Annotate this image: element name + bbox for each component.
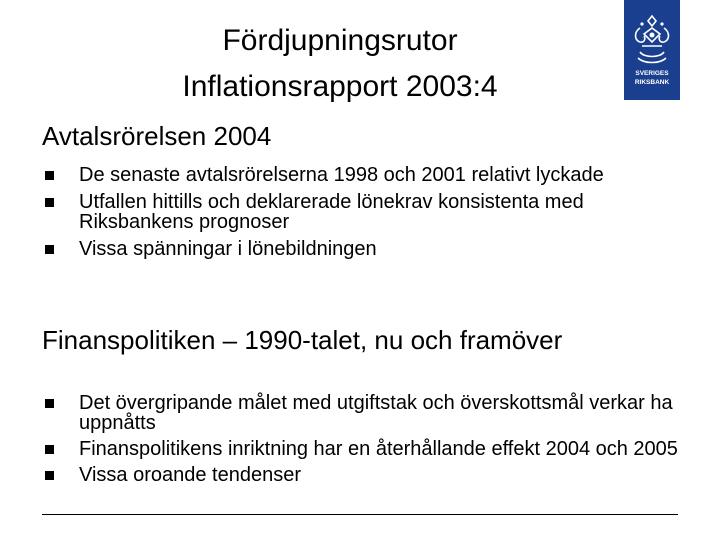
bullet-text: Vissa oroande tendenser — [79, 464, 302, 486]
slide-title-line1: Fördjupningsrutor — [222, 24, 458, 57]
square-bullet-icon — [45, 471, 54, 480]
bullet-text: Utfallen hittills och deklarerade lönekrav konsistenta med Riksbankens prognoser — [79, 191, 584, 233]
bullet-text: Det övergripande målet med utgiftstak och överskottsmål verkar ha uppnåtts — [79, 392, 673, 434]
section-heading-finanspolitiken — [42, 326, 662, 354]
list-item — [42, 465, 692, 485]
riksbank-crest-icon — [630, 12, 674, 68]
bottom-divider — [42, 514, 678, 515]
square-bullet-icon — [45, 245, 54, 254]
list-item — [42, 439, 692, 459]
section-heading-text: Finanspolitiken – 1990-talet, nu och framöver — [42, 325, 563, 355]
square-bullet-icon — [45, 399, 54, 408]
square-bullet-icon — [45, 445, 54, 454]
slide-title — [60, 18, 620, 110]
section-heading-avtalsrorelsen: Avtalsrörelsen 2004 — [42, 121, 272, 151]
bullet-text: Finanspolitikens inriktning har en återhållande effekt 2004 och 2005 — [79, 438, 678, 460]
bullet-list-finanspolitiken — [42, 393, 692, 492]
logo-text-riksbank: RIKSBANK — [634, 79, 670, 86]
bullet-text: De senaste avtalsrörelserna 1998 och 2001 relativt lyckade — [79, 164, 604, 186]
list-item — [42, 239, 692, 259]
list-item — [42, 393, 692, 433]
logo-text-sveriges: SVERIGES — [635, 70, 669, 77]
list-item — [42, 192, 692, 232]
list-item — [42, 165, 692, 185]
square-bullet-icon — [45, 198, 54, 207]
square-bullet-icon — [45, 171, 54, 180]
bullet-text: Vissa spänningar i lönebildningen — [79, 238, 377, 260]
slide-title-line2: Inflationsrapport 2003:4 — [182, 70, 498, 103]
riksbank-logo — [624, 0, 680, 100]
bullet-list-avtalsrorelsen — [42, 165, 692, 266]
